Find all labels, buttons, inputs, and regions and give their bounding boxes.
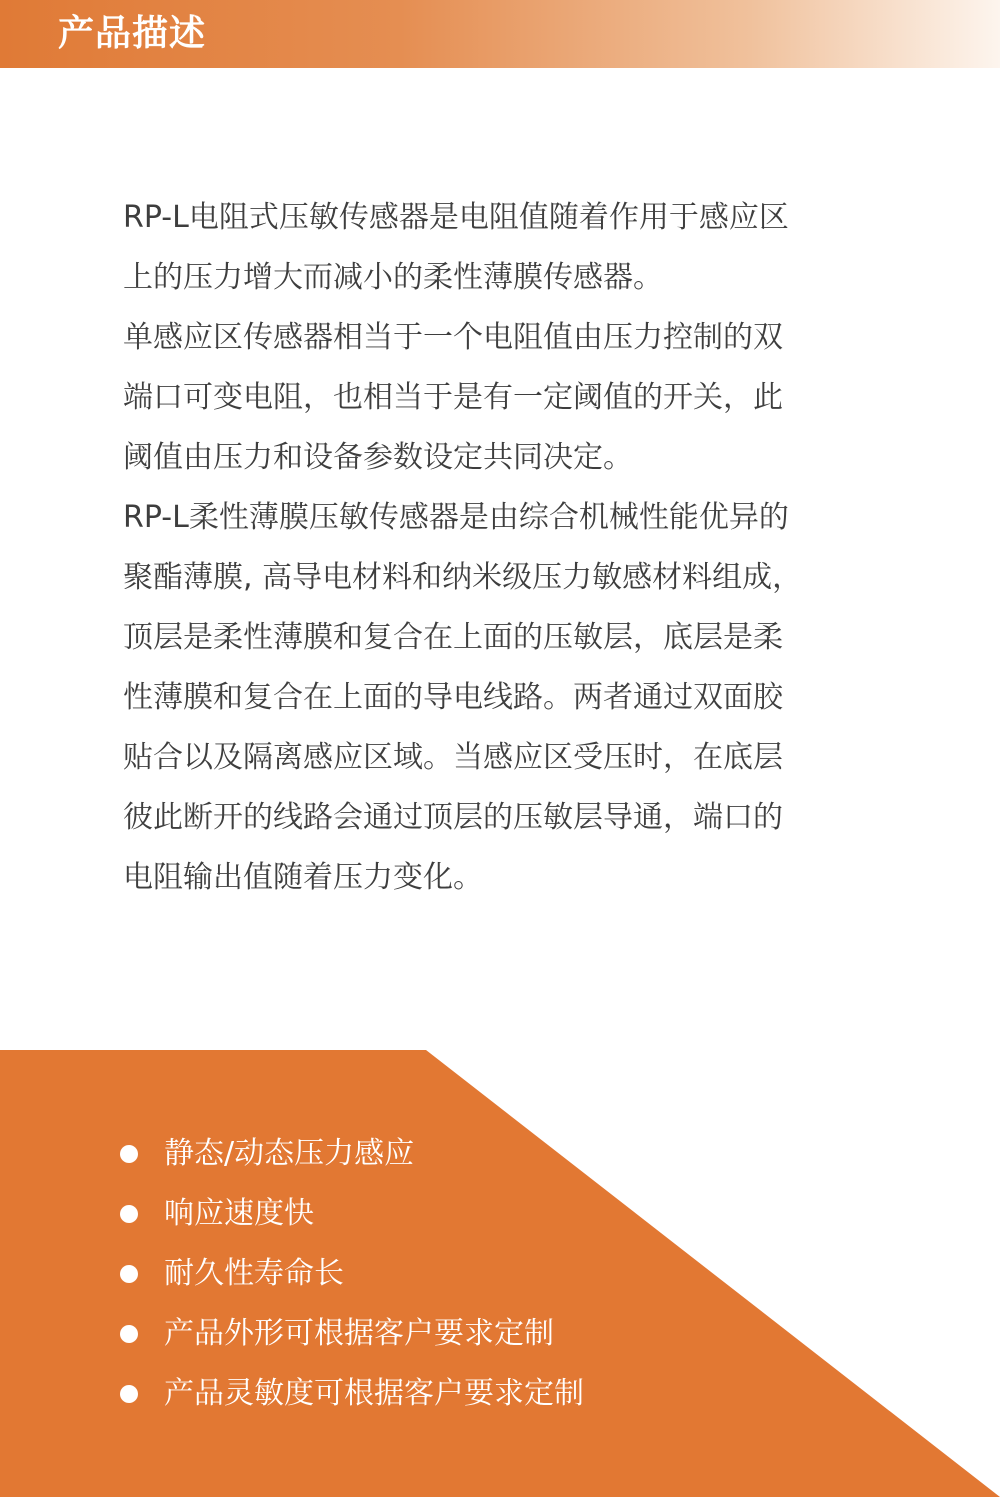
product-description bbox=[123, 188, 883, 908]
description-line: 聚酯薄膜, 高导电材料和纳米级压力敏感材料组成， bbox=[123, 560, 803, 595]
section-title: 产品描述 bbox=[58, 13, 207, 54]
feature-label: 响应速度快 bbox=[164, 1196, 314, 1231]
feature-item bbox=[0, 1124, 1000, 1184]
description-line: RP-L电阻式压敏传感器是电阻值随着作用于感应区 bbox=[123, 200, 789, 235]
feature-item bbox=[0, 1244, 1000, 1304]
feature-label: 静态/动态压力感应 bbox=[164, 1136, 415, 1171]
feature-item bbox=[0, 1184, 1000, 1244]
feature-label: 耐久性寿命长 bbox=[164, 1256, 344, 1291]
description-line: 电阻输出值随着压力变化。 bbox=[123, 860, 483, 895]
feature-item bbox=[0, 1364, 1000, 1424]
bullet-icon bbox=[120, 1145, 138, 1163]
description-line: 性薄膜和复合在上面的导电线路。两者通过双面胶 bbox=[123, 680, 783, 715]
bullet-icon bbox=[120, 1325, 138, 1343]
bullet-icon bbox=[120, 1205, 138, 1223]
description-line: 端口可变电阻，也相当于是有一定阈值的开关，此 bbox=[123, 380, 783, 415]
bullet-icon bbox=[120, 1265, 138, 1283]
description-line: 彼此断开的线路会通过顶层的压敏层导通，端口的 bbox=[123, 800, 783, 835]
bullet-icon bbox=[120, 1385, 138, 1403]
feature-label: 产品外形可根据客户要求定制 bbox=[164, 1316, 554, 1351]
description-line: RP-L柔性薄膜压敏传感器是由综合机械性能优异的 bbox=[123, 500, 789, 535]
feature-item bbox=[0, 1304, 1000, 1364]
description-line: 上的压力增大而减小的柔性薄膜传感器。 bbox=[123, 260, 663, 295]
description-line: 顶层是柔性薄膜和复合在上面的压敏层，底层是柔 bbox=[123, 620, 783, 655]
section-header-bar bbox=[0, 0, 1000, 68]
description-line: 阈值由压力和设备参数设定共同决定。 bbox=[123, 440, 633, 475]
feature-label: 产品灵敏度可根据客户要求定制 bbox=[164, 1376, 584, 1411]
description-line: 贴合以及隔离感应区域。当感应区受压时，在底层 bbox=[123, 740, 783, 775]
feature-list bbox=[0, 1124, 1000, 1424]
description-line: 单感应区传感器相当于一个电阻值由压力控制的双 bbox=[123, 320, 783, 355]
